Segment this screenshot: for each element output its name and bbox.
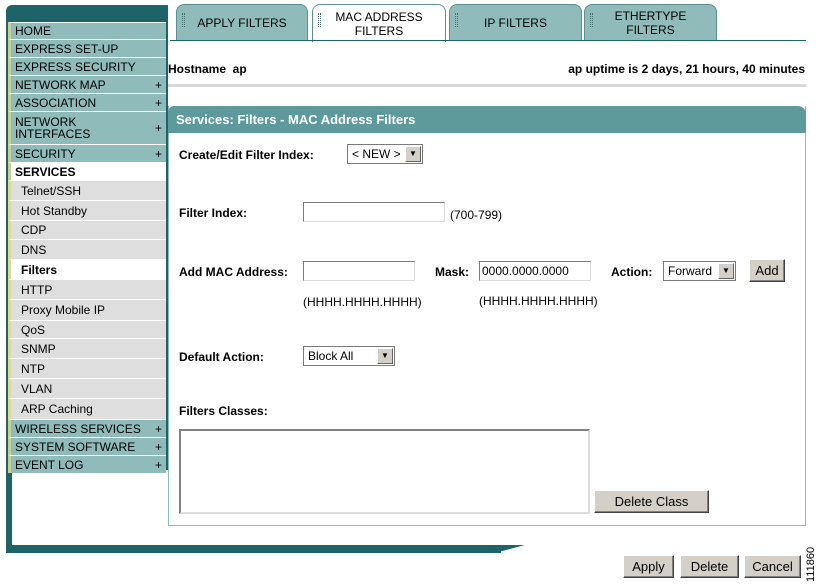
sidebar-item-label: Filters [21,262,58,277]
select-value: < NEW > [352,147,401,161]
panel-title: Services: Filters - MAC Address Filters [168,106,806,133]
uptime-label: ap uptime is 2 days, 21 hours, 40 minutes [568,62,805,76]
mask-label: Mask: [435,265,470,279]
sidebar-item-label: SERVICES [15,164,76,179]
sidebar-item[interactable] [8,455,166,473]
sidebar-item[interactable] [8,239,166,259]
delete-class-button[interactable]: Delete Class [594,490,709,513]
chevron-down-icon: ▼ [718,263,734,279]
figure-id: 111860 [805,546,817,582]
sidebar-item-label: SYSTEM SOFTWARE [15,439,136,454]
sidebar-item-label: EXPRESS SECURITY [15,59,136,74]
chevron-down-icon: ▼ [405,146,421,162]
sidebar-item-label: SECURITY [15,146,76,161]
tab-grip-icon [318,13,321,27]
bottom-frame-slope [495,545,525,553]
sidebar-item[interactable] [8,378,166,398]
tab-label: APPLY FILTERS [197,16,287,30]
expand-plus-icon[interactable]: + [154,77,162,92]
tab-label: IP FILTERS [484,16,547,30]
sidebar-item[interactable] [8,200,166,220]
mask-input[interactable] [479,261,591,281]
apply-button[interactable]: Apply [623,555,674,578]
sidebar-nav [8,22,166,473]
sidebar-item-label: NETWORK MAP [15,77,106,92]
action-select[interactable] [663,261,736,281]
sidebar-item-label: EXPRESS SET-UP [15,41,119,56]
filter-index-input[interactable] [303,202,445,222]
sidebar-item[interactable] [8,93,166,111]
filters-classes-label: Filters Classes: [179,404,268,418]
sidebar-item[interactable] [8,358,166,378]
delete-button[interactable]: Delete [680,555,739,578]
add-button[interactable]: Add [749,259,785,282]
tab-ethertype-filters[interactable] [584,4,717,41]
expand-plus-icon[interactable]: + [154,421,162,436]
sidebar-item-label: VLAN [21,381,53,396]
tab-label: ETHERTYPE FILTERS [614,9,687,37]
default-action-label: Default Action: [179,350,264,364]
sidebar-item[interactable] [8,75,166,93]
chevron-down-icon: ▼ [377,348,393,364]
sidebar-item[interactable] [8,419,166,437]
bottom-frame-bar [6,545,501,553]
select-value: Forward [668,264,713,278]
hostname-label: Hostname ap [168,62,247,76]
sidebar-item-label: EVENT LOG [15,457,84,472]
cancel-button[interactable]: Cancel [744,555,801,578]
expand-plus-icon[interactable]: + [154,121,162,135]
sidebar-item[interactable] [8,299,166,320]
sidebar-item[interactable] [8,162,166,180]
expand-plus-icon[interactable]: + [154,457,162,472]
sidebar-item-label: QoS [21,322,46,337]
tab-grip-icon [182,13,185,27]
sidebar-item[interactable] [8,320,166,338]
sidebar-item-label: ASSOCIATION [15,95,97,110]
sidebar-item-label: CDP [21,223,47,237]
sidebar-item[interactable] [8,22,166,39]
sidebar-item[interactable] [8,398,166,419]
mac-address-input[interactable] [303,261,415,281]
sidebar-item-label: ARP Caching [21,402,93,416]
filter-index-label: Filter Index: [179,206,248,220]
tab-grip-icon [455,13,458,27]
sidebar-item-label: HOME [15,24,51,38]
sidebar-item-label: Telnet/SSH [21,183,82,198]
create-edit-label: Create/Edit Filter Index: [179,148,314,162]
sidebar-item[interactable] [8,437,166,455]
header-divider [168,84,806,87]
tab-apply-filters[interactable] [176,4,308,41]
sidebar-item-label: Proxy Mobile IP [21,303,106,317]
expand-plus-icon[interactable]: + [154,439,162,454]
expand-plus-icon[interactable]: + [154,95,162,110]
sidebar-item[interactable] [8,279,166,299]
sidebar-item[interactable] [8,111,166,144]
sidebar-item[interactable] [8,180,166,200]
sidebar-item-label: SNMP [21,341,56,356]
sidebar-item-label: NTP [21,361,45,376]
tab-label: MAC ADDRESS FILTERS [335,9,423,38]
default-action-select[interactable] [303,346,395,366]
action-label: Action: [611,265,653,279]
sidebar-item[interactable] [8,259,166,279]
sidebar-item[interactable] [8,220,166,239]
sidebar-item[interactable] [8,39,166,57]
mask-hint: (HHHH.HHHH.HHHH) [479,294,598,308]
sidebar-item-label: HTTP [21,282,53,297]
mac-address-hint: (HHHH.HHHH.HHHH) [303,295,422,309]
tab-grip-icon [590,13,593,27]
sidebar-item[interactable] [8,338,166,358]
tab-ip-filters[interactable] [449,4,582,41]
filter-index-hint: (700-799) [450,208,503,222]
add-mac-label: Add MAC Address: [179,265,288,279]
sidebar-item-label: Hot Standby [21,203,88,218]
sidebar-item[interactable] [8,57,166,75]
tab-mac-address-filters[interactable] [312,4,446,42]
select-value: Block All [308,349,354,363]
sidebar-item-label: NETWORK INTERFACES [15,115,91,141]
expand-plus-icon[interactable]: + [154,146,162,161]
create-edit-filter-select[interactable] [347,144,423,164]
sidebar-item-label: DNS [21,242,47,257]
tab-underline [170,40,806,41]
sidebar-item[interactable] [8,144,166,162]
filters-classes-list[interactable] [179,429,590,514]
sidebar-item-label: WIRELESS SERVICES [15,421,141,436]
nav-frame-spacer [12,470,168,545]
